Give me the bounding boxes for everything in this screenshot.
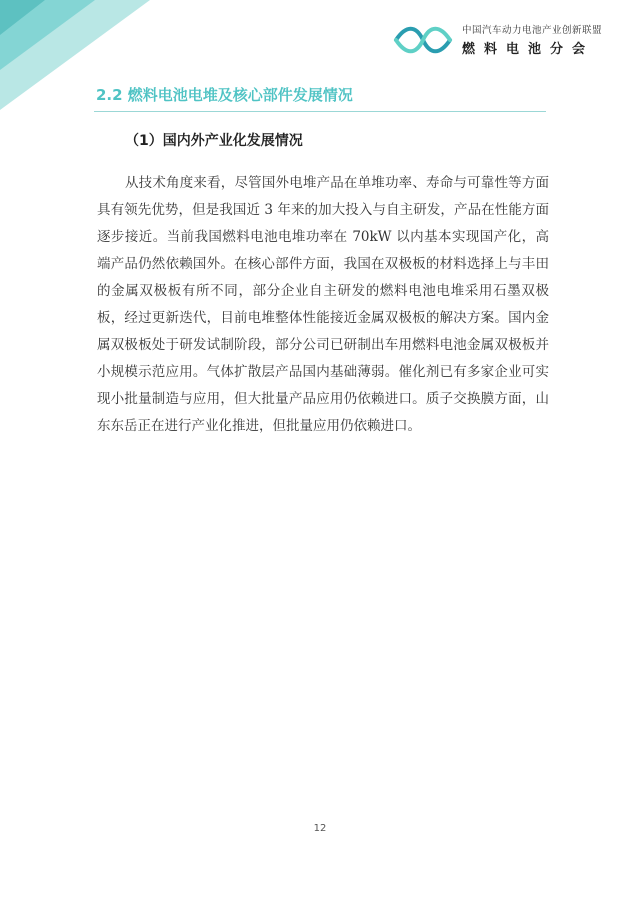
page-number: 12: [313, 823, 327, 834]
body-text: [97, 170, 549, 440]
double-loop-logo-icon: [392, 23, 454, 57]
org-name: 中国汽车动力电池产业创新联盟: [461, 25, 602, 36]
header-logo: [392, 22, 602, 57]
section-title: 2.2 燃料电池电堆及核心部件发展情况: [96, 86, 353, 104]
title-divider: [94, 111, 546, 112]
subheading: （1）国内外产业化发展情况: [125, 133, 303, 149]
org-subtitle: 燃料电池分会: [461, 42, 594, 57]
body-paragraph: 从技术角度来看，尽管国外电堆产品在单堆功率、寿命与可靠性等方面具有领先优势，但是我国近 3 年来的加大投入与自主研发，产品在性能方面逐步接近。当前我国燃料电池电堆功率在 70kW 以内基本实现国产化，高端产品仍然依赖国外。在核心部件方面，我国在双极板的材料选择上与丰田的金属双极板有所不同，部分企业自主研发的燃料电池电堆采用石墨双极板，经过更新迭代，目前电堆整体性能接近金属双极板的解决方案。国内金属双极板处于研发试制阶段，部分公司已研制出车用燃料电池金属双极板并小规模示范应用。气体扩散层产品国内基础薄弱。催化剂已有多家企业可实现小批量制造与应用，但大批量产品应用仍依赖进口。质子交换膜方面，山东东岳正在进行产业化推进，但批量应用仍依赖进口。: [97, 175, 549, 434]
